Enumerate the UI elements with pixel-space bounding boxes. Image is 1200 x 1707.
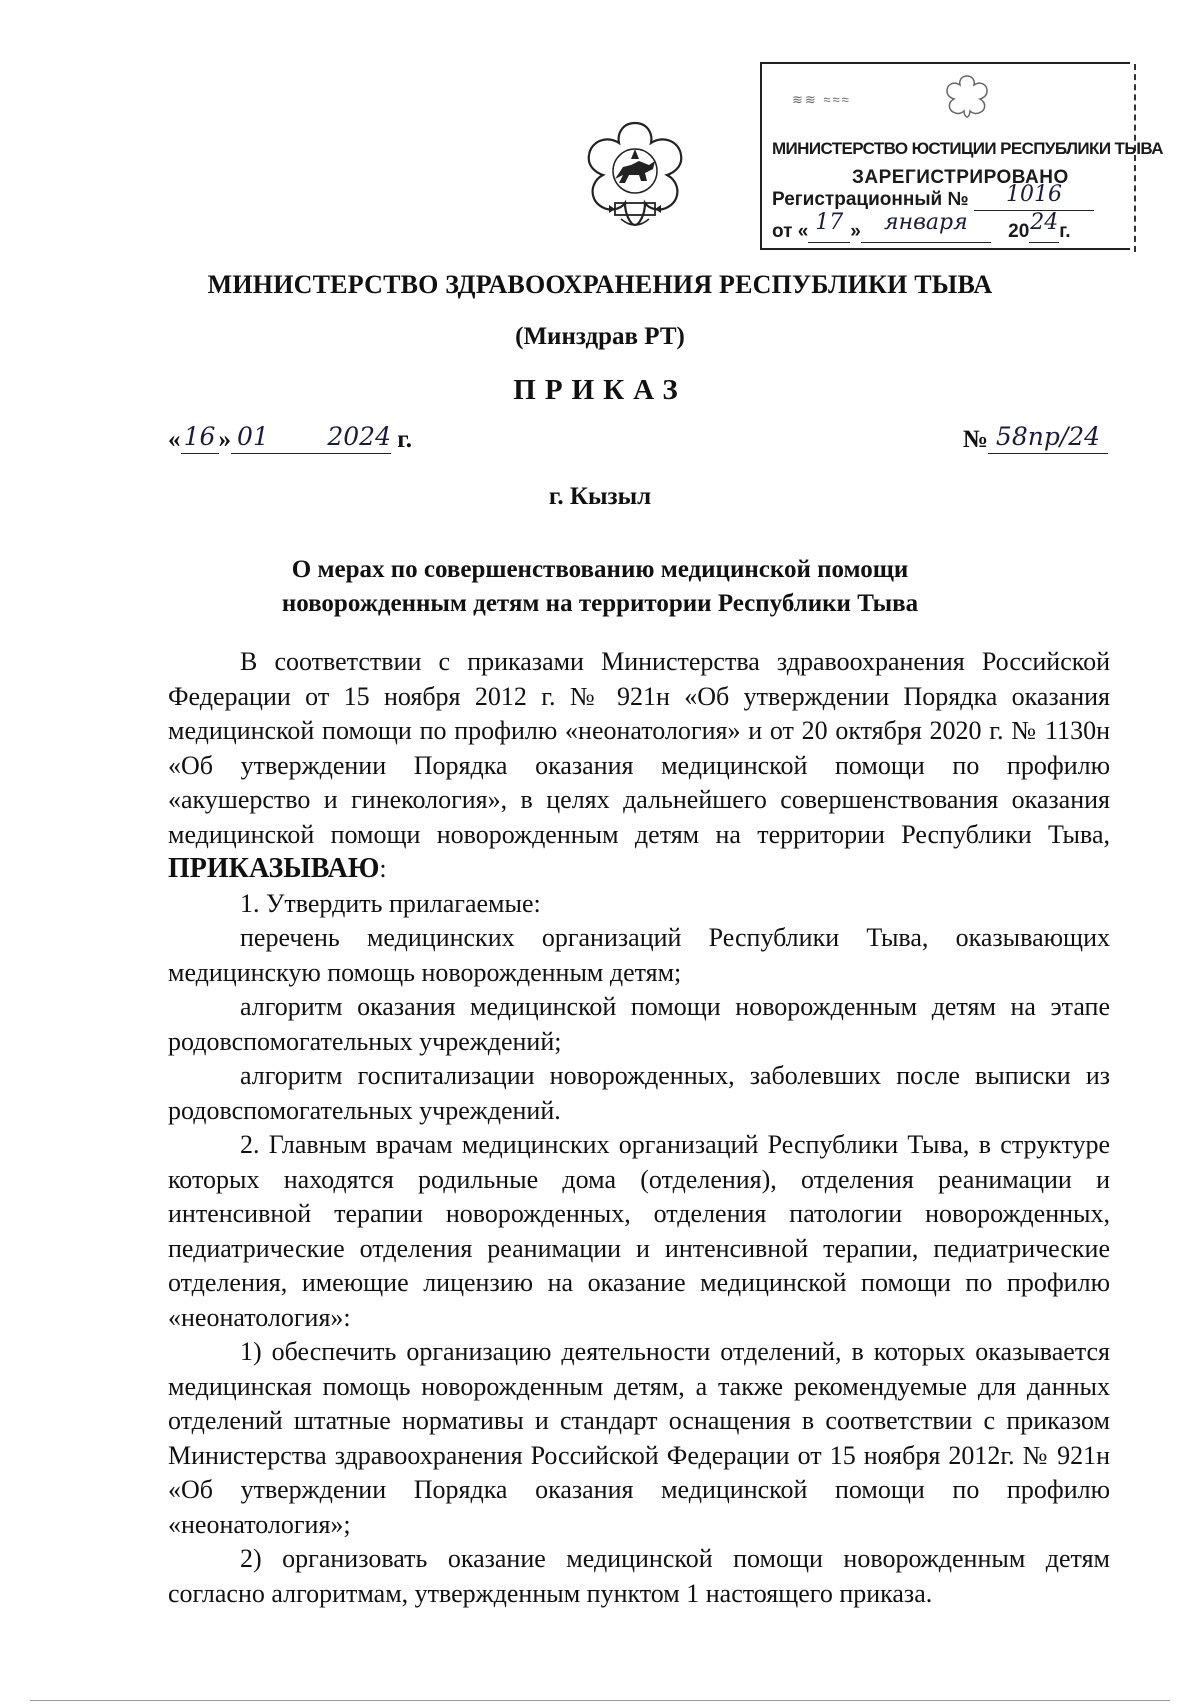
intro-text: В соответствии с приказами Министерства здравоохранения Российской Федерации от 15 ноября 2012 г. № 921н «Об утверждении Порядка оказания медицинской помощи по профилю «неонатология» и от 20 октября 2020 г. № 1130н «Об утверждении Порядка оказания медицинской помощи по профилю «акушерство и гинекология», в целях дальнейшего совершенствования оказания медицинской помощи новорожденным детям на территории Республики Тыва, [168,647,1110,849]
order-number-label: № [962,426,988,453]
paragraph-1: 1. Утвердить прилагаемые: [240,888,541,918]
stamp-date-mid: » [850,221,861,242]
stamp-day: 17 [815,210,844,235]
order-date [168,422,413,454]
document-type: ПРИКАЗ [513,374,687,406]
paragraph-2-2: 2) организовать оказание медицинской помощи новорожденным детям согласно алгоритмам, утвержденным пунктом 1 настоящего приказа. [168,1544,1110,1608]
paragraph-1c: алгоритм госпитализации новорожденных, заболевших после выписки из родовспомогательных учреждений. [168,1061,1110,1125]
registration-stamp [760,62,1163,250]
order-month: 01 [237,422,269,451]
stamp-year-suffix: 24 [1030,210,1059,235]
stamp-date-row [772,210,1071,243]
order-open-quote: « [168,426,181,453]
stamp-scribble: ≋≋ ≈≈≈ [792,92,851,107]
order-day: 16 [183,422,216,451]
paragraph-1a: перечень медицинских организаций Республики Тыва, оказывающих медицинскую помощь новорожденным детям; [168,923,1110,987]
city: г. Кызыл [548,483,652,510]
subject-line-2: новорожденным детям на территории Республики Тыва [281,590,919,617]
paragraph-2: 2. Главным врачам медицинских организаций Республики Тыва, в структуре которых находятся родильные дома (отделения), отделения реанимации и интенсивной терапии новорожденных, отделения патологии новорожденных, педиатрические отделения реанимации и интенсивной терапии, педиатрические отделения, имеющие лицензию на оказание медицинской помощи по профилю «неонатология»: [168,1130,1110,1332]
ministry-short-name: (Минздрав РТ) [515,323,685,350]
stamp-registered: ЗАРЕГИСТРИРОВАНО [852,167,1069,188]
order-close-quote: » [218,426,231,453]
stamp-year-end: г. [1059,221,1071,242]
stamp-reg-number-row [772,182,1094,211]
page-bottom-rule [30,1700,1170,1701]
order-number-value: 58пр/24 [995,422,1101,451]
stamp-month: января [884,210,968,235]
order-body [168,645,1110,1611]
order-date-number-row [168,422,1108,465]
stamp-reg-number: 1016 [1005,182,1062,207]
stamp-emblem-icon [942,72,992,118]
intro-colon: : [379,854,387,883]
tuva-emblem-icon [575,115,695,240]
order-year-suffix: г. [397,426,413,453]
order-year: 2024 [327,422,391,451]
ministry-title: МИНИСТЕРСТВО ЗДРАВООХРАНЕНИЯ РЕСПУБЛИКИ ТЫВА [207,270,993,299]
stamp-ministry: МИНИСТЕРСТВО ЮСТИЦИИ РЕСПУБЛИКИ ТЫВА [772,139,1163,158]
paragraph-2-1: 1) обеспечить организацию деятельности отделений, в которых оказывается медицинская помощь новорожденным детям, а также рекомендуемые для данных отделений штатные нормативы и стандарт оснащения в соответствии с приказом Министерства здравоохранения Российской Федерации от 15 ноября 2012г. № 921н «Об утверждении Порядка оказания медицинской помощи по профилю «неонатология»; [168,1337,1110,1539]
paragraph-1b: алгоритм оказания медицинской помощи новорожденным детям на этапе родовспомогательных учреждений; [168,992,1110,1056]
stamp-edge [1132,64,1136,252]
stamp-date-prefix: от « [772,221,809,242]
subject-line-1: О мерах по совершенствованию медицинской помощи [291,556,909,583]
order-number [962,422,1108,454]
intro-decree-word: ПРИКАЗЫВАЮ [168,853,380,884]
stamp-reg-label: Регистрационный № [772,189,969,210]
stamp-year-prefix: 20 [1008,221,1030,242]
intro-paragraph [168,645,1110,887]
order-subject [0,553,1200,621]
